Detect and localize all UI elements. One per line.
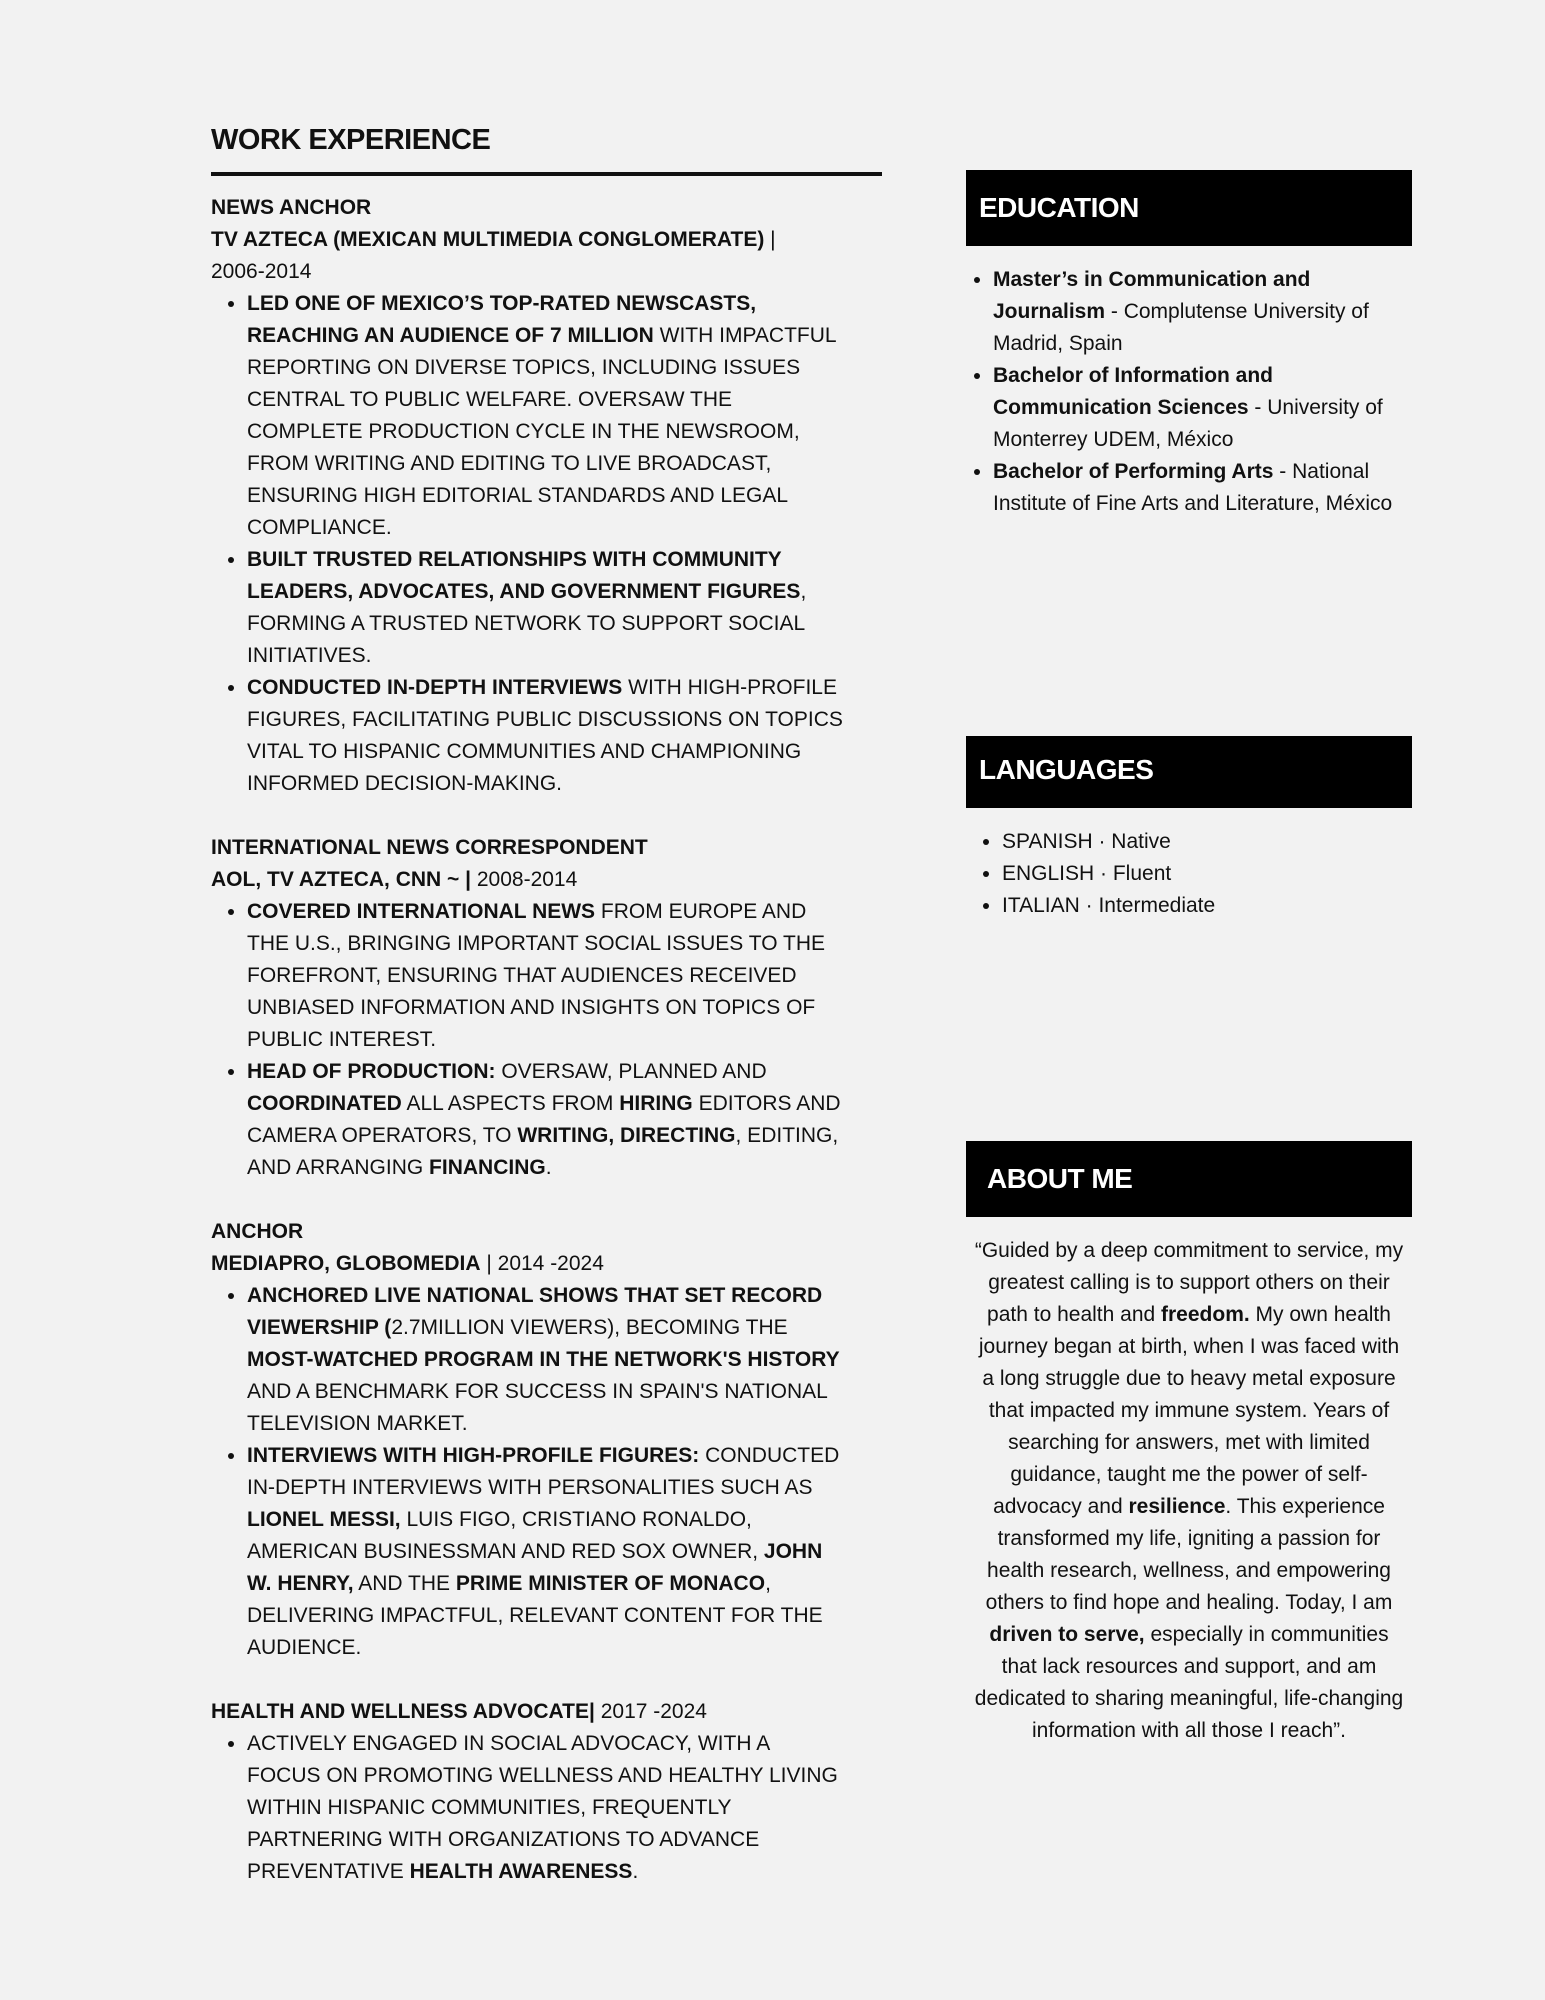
work-experience-section [211,118,881,1920]
degree: Master’s in Communication and Journalism [993,268,1311,323]
languages-list [966,826,1412,922]
about-section [966,1141,1412,1747]
job-bullets [211,1728,847,1888]
job-company: MEDIAPRO, GLOBOMEDIA [211,1252,481,1275]
job-company: AOL, TV AZTECA, CNN ~ | [211,868,472,891]
language-item: • ITALIAN · Intermediate [1002,890,1412,922]
job-separator: | [764,228,776,251]
job-dates: | 2014 -2024 [480,1252,604,1275]
work-experience-title: WORK EXPERIENCE [211,124,491,156]
job-role: HEALTH AND WELLNESS ADVOCATE| [211,1700,595,1723]
languages-section [966,736,1412,922]
job-bullet: • LED ONE OF MEXICO’S TOP-RATED NEWSCASTS, REACHING AN AUDIENCE OF 7 MILLION WITH IMPACTFUL REPORTING ON DIVERSE TOPICS, INCLUDING ISSUES CENTRAL TO PUBLIC WELFARE. OVERSAW THE COMPLETE PRODUCTION CYCLE IN THE NEWSROOM, FROM WRITING AND EDITING TO LIVE BROADCAST, ENSURING HIGH EDITORIAL STANDARDS AND LEGAL COMPLIANCE. [247,288,847,544]
job-bullets [211,1280,847,1664]
school: - University of Monterrey UDEM, México [993,396,1383,451]
school: - National Institute of Fine Arts and Literature, México [993,460,1393,515]
job-entry [211,1696,881,1888]
education-item [993,360,1405,456]
education-item [993,264,1405,360]
education-header: EDUCATION [966,170,1412,246]
job-dates: 2017 -2024 [594,1700,707,1723]
job-role: NEWS ANCHOR [211,196,372,219]
education-list [966,264,1405,520]
language-item: • SPANISH · Native [1002,826,1412,858]
job-entry [211,832,881,1184]
degree: Bachelor of Performing Arts [993,460,1274,483]
job-bullet: • COVERED INTERNATIONAL NEWS FROM EUROPE AND THE U.S., BRINGING IMPORTANT SOCIAL ISSUES TO THE FOREFRONT, ENSURING THAT AUDIENCES RECEIVED UNBIASED INFORMATION AND INSIGHTS ON TOPICS OF PUBLIC INTEREST. [247,896,847,1056]
about-text: “Guided by a deep commitment to service, my greatest calling is to support others on their path to health and freedom. My own health journey began at birth, when I was faced with a long struggle due to heavy metal exposure that impacted my immune system. Years of searching for answers, met with limited guidance, taught me the power of self-advocacy and resilience. This experience transformed my life, igniting a passion for health research, wellness, and empowering others to find hope and healing. Today, I am driven to serve, especially in communities that lack resources and support, and am dedicated to sharing meaningful, life-changing information with all those I reach”. [974,1239,1404,1742]
about-header: ABOUT ME [966,1141,1412,1217]
job-bullet: • ACTIVELY ENGAGED IN SOCIAL ADVOCACY, WITH A FOCUS ON PROMOTING WELLNESS AND HEALTHY LIVING WITHIN HISPANIC COMMUNITIES, FREQUENTLY PARTNERING WITH ORGANIZATIONS TO ADVANCE PREVENTATIVE HEALTH AWARENESS. [247,1728,847,1888]
job-company: TV AZTECA (MEXICAN MULTIMEDIA CONGLOMERATE) [211,228,765,251]
job-bullet: • BUILT TRUSTED RELATIONSHIPS WITH COMMUNITY LEADERS, ADVOCATES, AND GOVERNMENT FIGURES, FORMING A TRUSTED NETWORK TO SUPPORT SOCIAL INITIATIVES. [247,544,847,672]
job-entry [211,1216,881,1664]
degree: Bachelor of Information and Communication Sciences [993,364,1274,419]
job-bullet: • CONDUCTED IN-DEPTH INTERVIEWS WITH HIGH-PROFILE FIGURES, FACILITATING PUBLIC DISCUSSIONS ON TOPICS VITAL TO HISPANIC COMMUNITIES AND CHAMPIONING INFORMED DECISION-MAKING. [247,672,847,800]
job-entry [211,192,881,800]
school: - Complutense University of Madrid, Spain [993,300,1369,355]
job-bullet: • ANCHORED LIVE NATIONAL SHOWS THAT SET RECORD VIEWERSHIP (2.7MILLION VIEWERS), BECOMING THE MOST-WATCHED PROGRAM IN THE NETWORK'S HISTORY AND A BENCHMARK FOR SUCCESS IN SPAIN'S NATIONAL TELEVISION MARKET. [247,1280,847,1440]
job-bullet: • HEAD OF PRODUCTION: OVERSAW, PLANNED AND COORDINATED ALL ASPECTS FROM HIRING EDITORS AND CAMERA OPERATORS, TO WRITING, DIRECTING, EDITING, AND ARRANGING FINANCING. [247,1056,847,1184]
job-dates: 2006-2014 [211,260,312,283]
job-bullets [211,896,847,1184]
job-role: INTERNATIONAL NEWS CORRESPONDENT [211,836,648,859]
job-dates: 2008-2014 [471,868,578,891]
job-bullet: • INTERVIEWS WITH HIGH-PROFILE FIGURES: CONDUCTED IN-DEPTH INTERVIEWS WITH PERSONALITIES SUCH AS LIONEL MESSI, LUIS FIGO, CRISTIANO RONALDO, AMERICAN BUSINESSMAN AND RED SOX OWNER, JOHN W. HENRY, AND THE PRIME MINISTER OF MONACO, DELIVERING IMPACTFUL, RELEVANT CONTENT FOR THE AUDIENCE. [247,1440,847,1664]
education-section [966,170,1412,520]
job-role: ANCHOR [211,1220,304,1243]
education-item [993,456,1405,520]
title-divider [211,172,882,176]
language-item: • ENGLISH · Fluent [1002,858,1412,890]
languages-header: LANGUAGES [966,736,1412,808]
job-bullets [211,288,847,800]
